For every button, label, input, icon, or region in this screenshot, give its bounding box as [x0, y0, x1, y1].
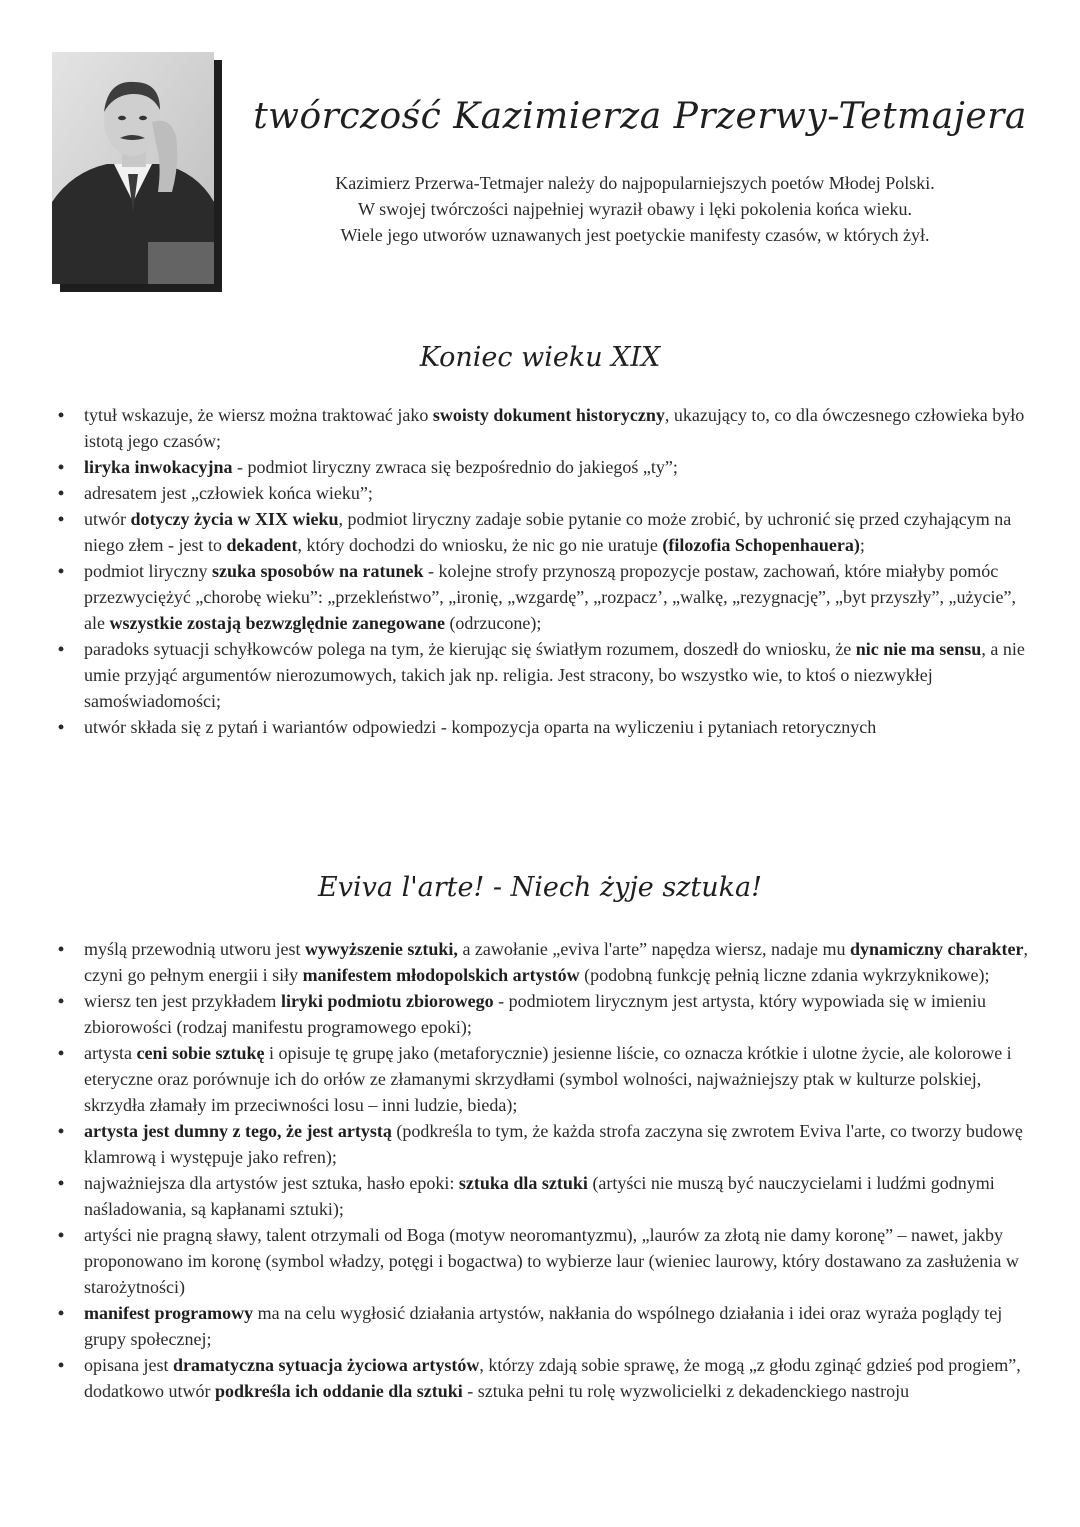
item-text: - sztuka pełni tu rolę wyzwolicielki z dekadenckiego nastroju	[462, 1381, 910, 1401]
list-item	[55, 1118, 1040, 1170]
intro-line: Kazimierz Przerwa-Tetmajer należy do najpopularniejszych poetów Młodej Polski.	[335, 173, 935, 193]
bullet-icon: •	[57, 1303, 65, 1323]
bold-text: podkreśla ich oddanie dla sztuki	[214, 1381, 463, 1401]
item-text: , podmiot liryczny zadaje sobie pytanie co może zrobić, by uchronić się przed czyhającym na niego złem - jest to	[84, 509, 1012, 555]
item-text: ma na celu wygłosić działania artystów, nakłania do wspólnego działania i idei oraz wyraża poglądy tej grupy społecznej;	[84, 1303, 1003, 1349]
list-item	[55, 1352, 1040, 1404]
bold-text: liryki podmiotu zbiorowego	[280, 991, 494, 1011]
section-title-koniec-wieku: Koniec wieku XIX	[419, 342, 661, 373]
item-text: (podobną funkcję pełnią liczne zdania wykrzyknikowe);	[579, 965, 990, 985]
list-item	[55, 1170, 1040, 1222]
bold-text: ceni sobie sztukę	[136, 1043, 265, 1063]
section-title-eviva-larte: Eviva l'arte! - Niech żyje sztuka!	[318, 872, 762, 903]
list-item	[55, 1040, 1040, 1118]
list-item	[55, 506, 1040, 558]
bullet-icon: •	[57, 1225, 65, 1245]
item-text: artysta	[84, 1043, 137, 1063]
bullet-icon: •	[57, 1121, 65, 1141]
bullet-icon: •	[57, 1355, 65, 1375]
item-text: najważniejsza dla artystów jest sztuka, hasło epoki:	[84, 1173, 459, 1193]
portrait-photo	[52, 52, 214, 284]
item-text: a zawołanie „eviva l'arte” napędza wiersz, nadaje mu	[457, 939, 850, 959]
list-item	[55, 714, 1040, 740]
bullet-list-koniec-wieku	[55, 402, 1040, 740]
item-text: wiersz ten jest przykładem	[84, 991, 281, 1011]
list-item	[55, 402, 1040, 454]
bold-text: szuka sposobów na ratunek	[211, 561, 424, 581]
bullet-icon: •	[57, 457, 65, 477]
item-text: (podkreśla to tym, że każda strofa zaczyna się zwrotem Eviva l'arte, co tworzy budowę klamrową i występuje jako refren);	[84, 1121, 1023, 1167]
item-text: - podmiot liryczny zwraca się bezpośrednio do jakiegoś „ty”;	[232, 457, 678, 477]
bullet-icon: •	[57, 405, 65, 425]
item-text: i opisuje tę grupę jako (metaforycznie) jesienne liście, co oznacza krótkie i ulotne życie, ale kolorowe i eteryczne oraz porównuje ich do orłów ze złamanymi skrzydłami (symbol wolności, najważniejszy ptak w kulturze polskiej, skrzydła złamały im przeciwności losu – inni ludzie, bieda);	[84, 1043, 1012, 1115]
item-text: , którzy zdają sobie sprawę, że mogą „z głodu zginąć gdzieś pod progiem”, dodatkowo utwór	[84, 1355, 1021, 1401]
bold-text: dramatyczna sytuacja życiowa artystów	[172, 1355, 480, 1375]
bold-text: wszystkie zostają bezwzględnie zanegowane	[109, 613, 445, 633]
item-text: tytuł wskazuje, że wiersz można traktować jako	[84, 405, 433, 425]
item-text: (artyści nie muszą być nauczycielami i ludźmi godnymi naśladowania, są kapłanami sztuki);	[84, 1173, 995, 1219]
bullet-icon: •	[57, 561, 65, 581]
bullet-icon: •	[57, 1043, 65, 1063]
bold-text: artysta jest dumny z tego, że jest artystą	[84, 1121, 392, 1141]
item-text: ;	[859, 535, 865, 555]
bullet-list-eviva-larte	[55, 936, 1040, 1404]
bold-text: liryka inwokacyjna	[84, 457, 233, 477]
bold-text: manifest programowy	[84, 1303, 254, 1323]
bullet-icon: •	[57, 639, 65, 659]
bold-text: sztuka dla sztuki	[458, 1173, 588, 1193]
list-item	[55, 1222, 1040, 1300]
bold-text: (filozofia Schopenhauera)	[662, 535, 860, 555]
list-item	[55, 480, 1040, 506]
item-text: - kolejne strofy przynoszą propozycje postaw, zachowań, które miałyby pomóc przezwyciężyć „chorobę wieku”: „przekleństwo”, „ironię, „wzgardę”, „rozpacz’, „walkę, „rezygnację”, „byt przyszły”, „użycie”, ale	[84, 561, 1016, 633]
item-text: podmiot liryczny	[84, 561, 212, 581]
bullet-icon: •	[57, 483, 65, 503]
list-item	[55, 1300, 1040, 1352]
intro-text	[240, 170, 1030, 248]
bullet-icon: •	[57, 991, 65, 1011]
bold-text: swoisty dokument historyczny	[432, 405, 665, 425]
item-text: utwór	[84, 509, 131, 529]
item-text: adresatem jest „człowiek końca wieku”;	[84, 483, 373, 503]
bold-text: manifestem młodopolskich artystów	[302, 965, 580, 985]
bold-text: dotyczy życia w XIX wieku	[130, 509, 339, 529]
item-text: , ukazujący to, co dla ówczesnego człowieka było istotą jego czasów;	[84, 405, 1025, 451]
list-item	[55, 636, 1040, 714]
list-item	[55, 988, 1040, 1040]
item-text: , a nie umie przyjąć argumentów nierozumowych, takich jak np. religia. Jest stracony, bo wszystko wie, to ktoś o niezwykłej samoświadomości;	[84, 639, 1025, 711]
intro-line: W swojej twórczości najpełniej wyraził obawy i lęki pokolenia końca wieku.	[357, 199, 912, 219]
bold-text: wywyższenie sztuki,	[304, 939, 458, 959]
item-text: (odrzucone);	[444, 613, 542, 633]
intro-line: Wiele jego utworów uznawanych jest poetyckie manifesty czasów, w których żył.	[340, 225, 930, 245]
item-text: paradoks sytuacji schyłkowców polega na tym, że kierując się światłym rozumem, doszedł do wniosku, że	[84, 639, 856, 659]
page-title: twórczość Kazimierza Przerwy-Tetmajera	[253, 96, 1027, 137]
item-text: - podmiotem lirycznym jest artysta, który wypowiada się w imieniu zbiorowości (rodzaj manifestu programowego epoki);	[84, 991, 987, 1037]
list-item	[55, 936, 1040, 988]
item-text: myślą przewodnią utworu jest	[84, 939, 305, 959]
list-item	[55, 558, 1040, 636]
item-text: , który dochodzi do wniosku, że nic go nie uratuje	[297, 535, 663, 555]
bullet-icon: •	[57, 939, 65, 959]
item-text: utwór składa się z pytań i wariantów odpowiedzi - kompozycja oparta na wyliczeniu i pytaniach retorycznych	[84, 717, 877, 737]
item-text: opisana jest	[84, 1355, 173, 1375]
item-text: artyści nie pragną sławy, talent otrzymali od Boga (motyw neoromantyzmu), „laurów za złotą nie damy koronę” – nawet, jakby proponowano im koronę (symbol władzy, potęgi i bogactwa) to wybierze laur (wieniec laurowy, który dostawano za zasłużenia w starożytności)	[84, 1225, 1019, 1297]
portrait-image	[52, 52, 214, 284]
bullet-icon: •	[57, 1173, 65, 1193]
item-text: , czyni go pełnym energii i siły	[84, 939, 1028, 985]
bold-text: nic nie ma sensu	[855, 639, 982, 659]
bold-text: dekadent	[226, 535, 298, 555]
bullet-icon: •	[57, 509, 65, 529]
bullet-icon: •	[57, 717, 65, 737]
list-item	[55, 454, 1040, 480]
bold-text: dynamiczny charakter	[849, 939, 1024, 959]
